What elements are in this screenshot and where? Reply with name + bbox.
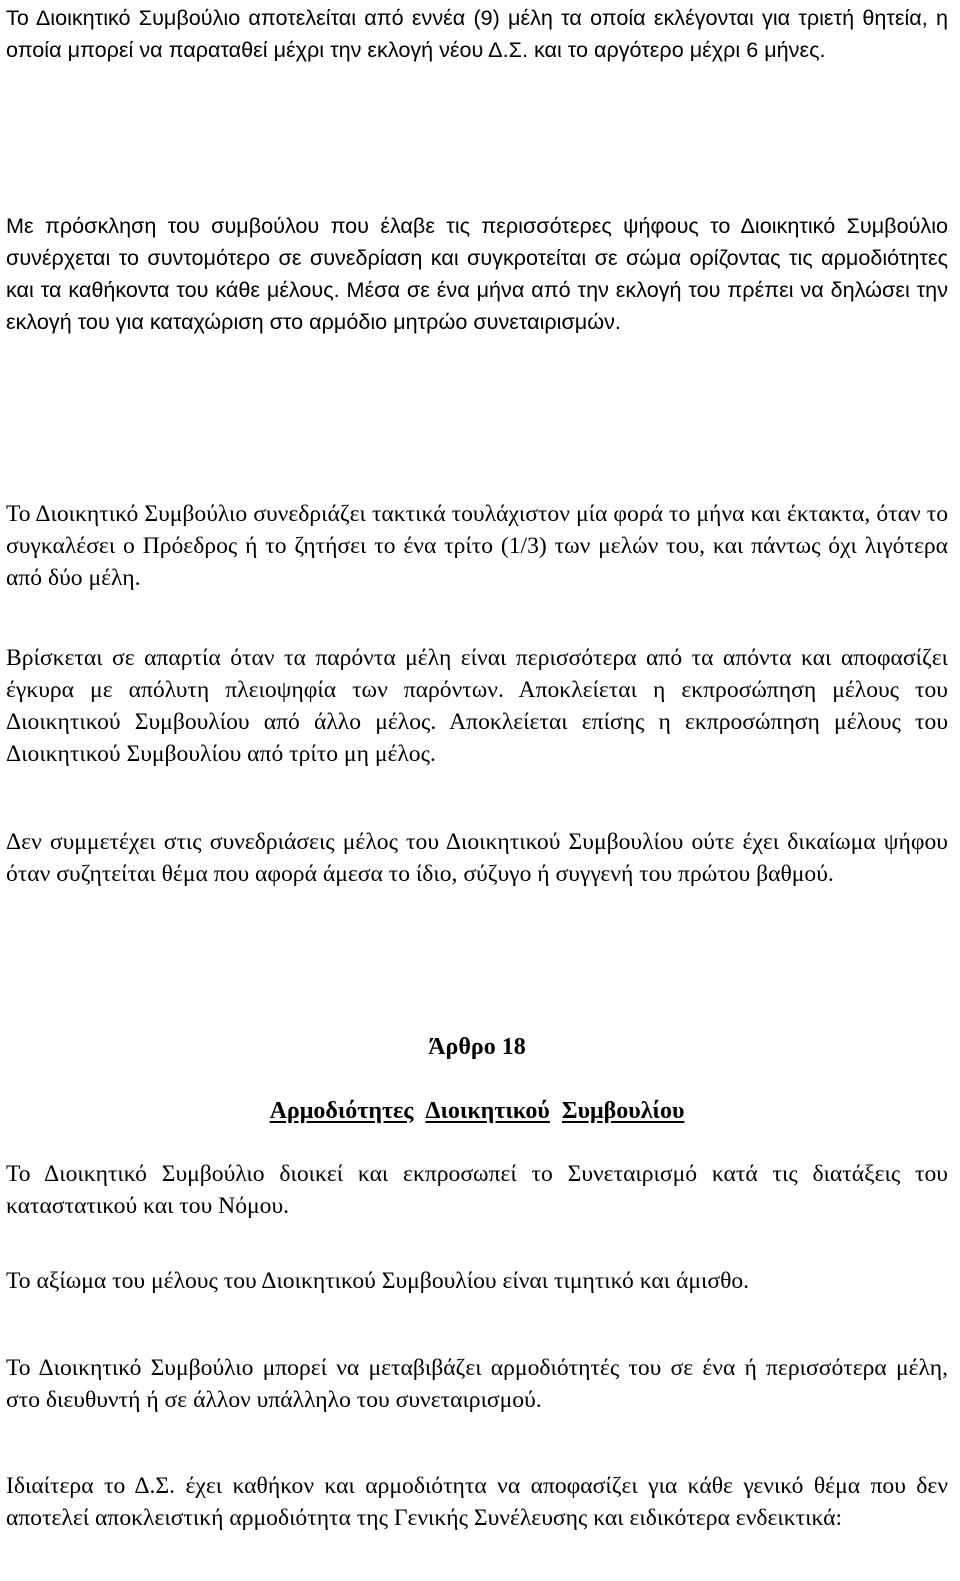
paragraph-honorary-office: Το αξίωμα του μέλους του Διοικητικού Συμβουλίου είναι τιμητικό και άμισθο. <box>6 1268 750 1294</box>
paragraph-specific-powers: Ιδιαίτερα το Δ.Σ. έχει καθήκον και αρμοδιότητα να αποφασίζει για κάθε γενικό θέμα που δεν αποτελεί αποκλειστική αρμοδιότητα της Γενικής Συνέλευσης και ειδικότερα ενδεικτικά: <box>6 1473 948 1531</box>
article-subtitle-word-1: Αρμοδιότητες <box>269 1098 414 1124</box>
article-subtitle-word-2: Διοικητικού <box>425 1098 550 1124</box>
paragraph-conflict-of-interest: Δεν συμμετέχει στις συνεδριάσεις μέλος του Διοικητικού Συμβουλίου ούτε έχει δικαίωμα ψήφου όταν συζητείται θέμα που αφορά άμεσα το ίδιο, σύζυγο ή συγγενή του πρώτου βαθμού. <box>6 829 948 887</box>
paragraph-delegation: Το Διοικητικό Συμβούλιο μπορεί να μεταβιβάζει αρμοδιότητές του σε ένα ή περισσότερα μέλη, στο διευθυντή ή σε άλλον υπάλληλο του συνεταιρισμού. <box>6 1355 948 1413</box>
article-subtitle <box>6 1095 948 1127</box>
paragraph-board-formation: Με πρόσκληση του συμβούλου που έλαβε τις περισσότερες ψήφους το Διοικητικό Συμβούλιο συνέρχεται το συντομότερο σε συνεδρίαση και συγκροτείται σε σώμα ορίζοντας τις αρμοδιότητες και τα καθήκοντα του κάθε μέλους. Μέσα σε ένα μήνα από την εκλογή του πρέπει να δηλώσει την εκλογή του για καταχώριση στο αρμόδιο μητρώο συνεταιρισμών. <box>6 213 948 334</box>
paragraph-quorum: Βρίσκεται σε απαρτία όταν τα παρόντα μέλη είναι περισσότερα από τα απόντα και αποφασίζει έγκυρα με απόλυτη πλειοψηφία των παρόντων. Αποκλείεται η εκπροσώπηση μέλους του Διοικητικού Συμβουλίου από άλλο μέλος. Αποκλείεται επίσης η εκπροσώπηση μέλους του Διοικητικού Συμβουλίου από τρίτο μη μέλος. <box>6 645 948 767</box>
paragraph-board-governs: Το Διοικητικό Συμβούλιο διοικεί και εκπροσωπεί το Συνεταιρισμό κατά τις διατάξεις του καταστατικού και του Νόμου. <box>6 1161 948 1219</box>
article-subtitle-word-3: Συμβουλίου <box>561 1098 685 1124</box>
article-title: Άρθρο 18 <box>428 1034 526 1060</box>
paragraph-board-composition: Το Διοικητικό Συμβούλιο αποτελείται από εννέα (9) μέλη τα οποία εκλέγονται για τριετή θητεία, η οποία μπορεί να παραταθεί μέχρι την εκλογή νέου Δ.Σ. και το αργότερο μέχρι 6 μήνες. <box>6 5 948 62</box>
paragraph-board-meetings: Το Διοικητικό Συμβούλιο συνεδριάζει τακτικά τουλάχιστον μία φορά το μήνα και έκτακτα, όταν το συγκαλέσει ο Πρόεδρος ή το ζητήσει το ένα τρίτο (1/3) των μελών του, και πάντως όχι λιγότερα από δύο μέλη. <box>6 501 948 591</box>
